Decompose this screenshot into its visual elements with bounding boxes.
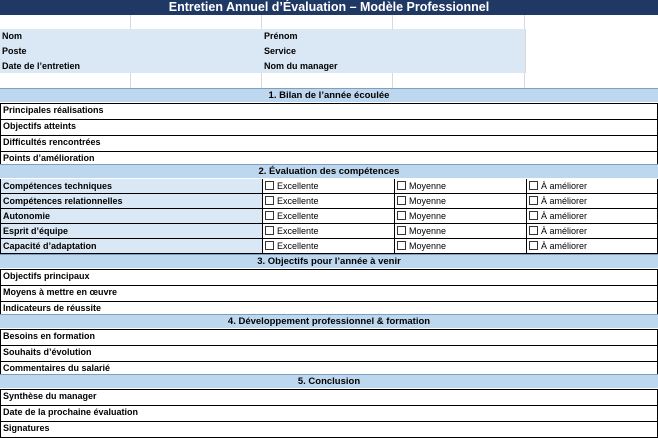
- checkbox-icon[interactable]: [529, 196, 538, 205]
- rating-option-label: Moyenne: [409, 226, 447, 236]
- checkbox-icon[interactable]: [265, 196, 274, 205]
- section-header-bilan: 1. Bilan de l’année écoulée: [0, 88, 658, 102]
- rating-option[interactable]: [526, 239, 658, 254]
- competence-label: Esprit d’équipe: [0, 224, 262, 239]
- conclusion-field-row[interactable]: [0, 389, 658, 406]
- rating-option-label: Excellente: [277, 181, 319, 191]
- rating-option-label: À améliorer: [541, 226, 588, 236]
- checkbox-icon[interactable]: [529, 241, 538, 250]
- rating-option-label: À améliorer: [541, 181, 588, 191]
- competence-row: [0, 224, 658, 239]
- bilan-field-row[interactable]: [0, 103, 658, 120]
- objectif-field-label: Moyens à mettre en œuvre: [0, 286, 658, 301]
- checkbox-icon[interactable]: [397, 181, 406, 190]
- bilan-field-label: Difficultés rencontrées: [0, 136, 658, 151]
- competence-row: [0, 209, 658, 224]
- rating-option[interactable]: [262, 209, 394, 224]
- label-date-entretien: Date de l’entretien: [2, 61, 81, 71]
- objectif-field-label: Objectifs principaux: [0, 270, 658, 285]
- developpement-field-label: Besoins en formation: [0, 330, 658, 345]
- rating-option[interactable]: [526, 194, 658, 209]
- empty-row: [0, 15, 658, 29]
- rating-option-label: Moyenne: [409, 196, 447, 206]
- rating-option-label: Excellente: [277, 241, 319, 251]
- bilan-field-row[interactable]: [0, 136, 658, 152]
- checkbox-icon[interactable]: [265, 226, 274, 235]
- competence-label: Compétences techniques: [0, 179, 262, 194]
- rating-option[interactable]: [262, 224, 394, 239]
- objectifs-list: [0, 269, 658, 318]
- checkbox-icon[interactable]: [529, 181, 538, 190]
- checkbox-icon[interactable]: [397, 196, 406, 205]
- conclusion-field-label: Date de la prochaine évaluation: [0, 406, 658, 421]
- developpement-field-row[interactable]: [0, 346, 658, 362]
- bilan-list: [0, 103, 658, 168]
- label-poste: Poste: [2, 46, 27, 56]
- rating-option[interactable]: [262, 194, 394, 209]
- section-header-developpement: 4. Développement professionnel & formation: [0, 314, 658, 328]
- rating-option[interactable]: [262, 179, 394, 194]
- checkbox-icon[interactable]: [397, 226, 406, 235]
- label-service: Service: [264, 46, 297, 56]
- checkbox-icon[interactable]: [529, 211, 538, 220]
- info-block: [0, 29, 658, 73]
- developpement-field-label: Souhaits d’évolution: [0, 346, 658, 361]
- conclusion-field-label: Synthèse du manager: [0, 390, 658, 405]
- checkbox-icon[interactable]: [397, 241, 406, 250]
- competence-row: [0, 179, 658, 194]
- rating-option[interactable]: [262, 239, 394, 254]
- label-nom-manager: Nom du manager: [264, 61, 338, 71]
- developpement-field-label: Commentaires du salarié: [0, 362, 658, 377]
- bilan-field-label: Points d’amélioration: [0, 152, 658, 167]
- competences-list: [0, 179, 658, 254]
- rating-option-label: À améliorer: [541, 241, 588, 251]
- bilan-field-label: Objectifs atteints: [0, 120, 658, 135]
- rating-option[interactable]: [394, 179, 526, 194]
- objectif-field-label: Indicateurs de réussite: [0, 302, 658, 317]
- rating-option-label: À améliorer: [541, 211, 588, 221]
- rating-option-label: Moyenne: [409, 241, 447, 251]
- rating-option-label: Moyenne: [409, 181, 447, 191]
- competence-label: Autonomie: [0, 209, 262, 224]
- rating-option-label: À améliorer: [541, 196, 588, 206]
- rating-option[interactable]: [394, 239, 526, 254]
- developpement-list: [0, 329, 658, 378]
- checkbox-icon[interactable]: [397, 211, 406, 220]
- conclusion-field-label: Signatures: [0, 422, 658, 437]
- objectif-field-row[interactable]: [0, 269, 658, 286]
- rating-option-label: Excellente: [277, 211, 319, 221]
- checkbox-icon[interactable]: [265, 211, 274, 220]
- rating-option[interactable]: [394, 209, 526, 224]
- competence-label: Capacité d’adaptation: [0, 239, 262, 254]
- empty-row: [0, 73, 658, 88]
- rating-option[interactable]: [526, 179, 658, 194]
- competence-label: Compétences relationnelles: [0, 194, 262, 209]
- rating-option[interactable]: [526, 224, 658, 239]
- rating-option[interactable]: [394, 194, 526, 209]
- label-prenom: Prénom: [264, 31, 298, 41]
- checkbox-icon[interactable]: [529, 226, 538, 235]
- rating-option-label: Excellente: [277, 226, 319, 236]
- conclusion-field-row[interactable]: [0, 406, 658, 422]
- checkbox-icon[interactable]: [265, 181, 274, 190]
- section-header-conclusion: 5. Conclusion: [0, 374, 658, 388]
- section-header-competences: 2. Évaluation des compétences: [0, 164, 658, 178]
- developpement-field-row[interactable]: [0, 329, 658, 346]
- objectif-field-row[interactable]: [0, 286, 658, 302]
- rating-option[interactable]: [394, 224, 526, 239]
- competence-row: [0, 239, 658, 254]
- bilan-field-row[interactable]: [0, 120, 658, 136]
- page-title: Entretien Annuel d’Évaluation – Modèle Professionnel: [0, 0, 658, 15]
- bilan-field-label: Principales réalisations: [0, 104, 658, 119]
- rating-option-label: Excellente: [277, 196, 319, 206]
- rating-option-label: Moyenne: [409, 211, 447, 221]
- competence-row: [0, 194, 658, 209]
- section-header-objectifs: 3. Objectifs pour l’année à venir: [0, 254, 658, 268]
- conclusion-list: [0, 389, 658, 438]
- label-nom: Nom: [2, 31, 22, 41]
- rating-option[interactable]: [526, 209, 658, 224]
- checkbox-icon[interactable]: [265, 241, 274, 250]
